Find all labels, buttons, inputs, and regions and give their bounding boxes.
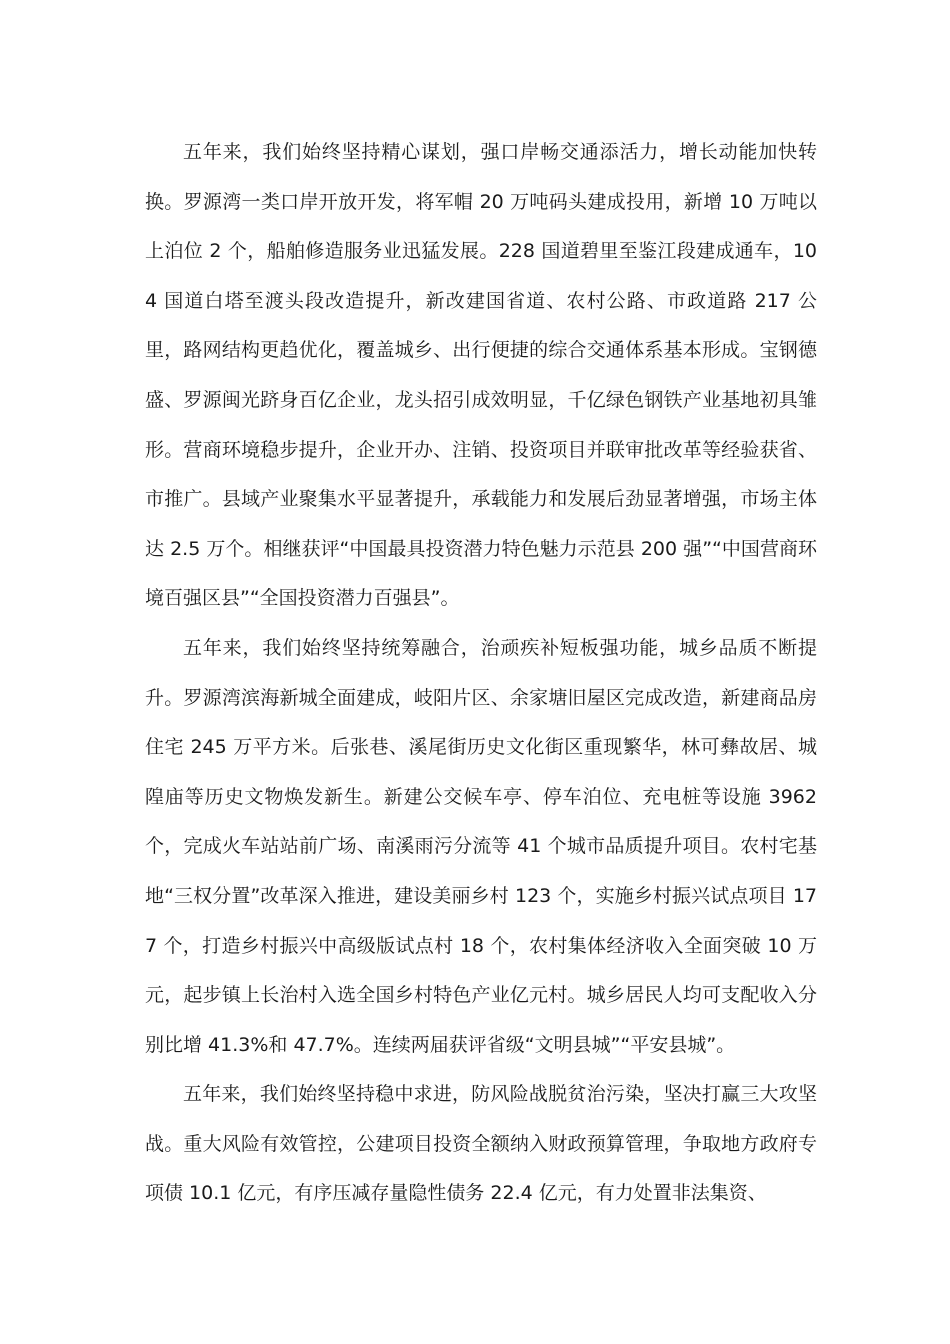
paragraph-risk-prevention: 五年来，我们始终坚持稳中求进，防风险战脱贫治污染，坚决打赢三大攻坚战。重大风险有效管控，公建项目投资全额纳入财政预算管理，争取地方政府专项债 10.1 亿元，有序压减存量隐性债务 22.4 亿元，有力处置非法集资、 (145, 1083, 817, 1205)
paragraph-urban-rural: 五年来，我们始终坚持统筹融合，治顽疾补短板强功能，城乡品质不断提升。罗源湾滨海新城全面建成，岐阳片区、余家塘旧屋区完成改造，新建商品房住宅 245 万平方米。后张巷、溪尾街历史文化街区重现繁华，林可彝故居、城隍庙等历史文物焕发新生。新建公交候车亭、停车泊位、充电桩等设施 3962 个，完成火车站站前广场、南溪雨污分流等 41 个城市品质提升项目。农村宅基地“三权分置”改革深入推进，建设美丽乡村 123 个，实施乡村振兴试点项目 177 个，打造乡村振兴中高级版试点村 18 个，农村集体经济收入全面突破 10 万元，起步镇上长治村入选全国乡村特色产业亿元村。城乡居民人均可支配收入分别比增 41.3%和 47.7%。连续两届获评省级“文明县城”“平安县城”。 (145, 636, 817, 1056)
paragraph-transport: 五年来，我们始终坚持精心谋划，强口岸畅交通添活力，增长动能加快转换。罗源湾一类口岸开放开发，将军帽 20 万吨码头建成投用，新增 10 万吨以上泊位 2 个，船舶修造服务业迅猛发展。228 国道碧里至鉴江段建成通车，104 国道白塔至渡头段改造提升，新改建国省道、农村公路、市政道路 217 公里，路网结构更趋优化，覆盖城乡、出行便捷的综合交通体系基本形成。宝钢德盛、罗源闽光跻身百亿企业，龙头招引成效明显，千亿绿色钢铁产业基地初具雏形。营商环境稳步提升，企业开办、注销、投资项目并联审批改革等经验获省、市推广。县域产业聚集水平显著提升，承载能力和发展后劲显著增强，市场主体达 2.5 万个。相继获评“中国最具投资潜力特色魅力示范县 200 强”“中国营商环境百强区县”“全国投资潜力百强县”。 (145, 141, 817, 610)
document-body (145, 128, 817, 1219)
